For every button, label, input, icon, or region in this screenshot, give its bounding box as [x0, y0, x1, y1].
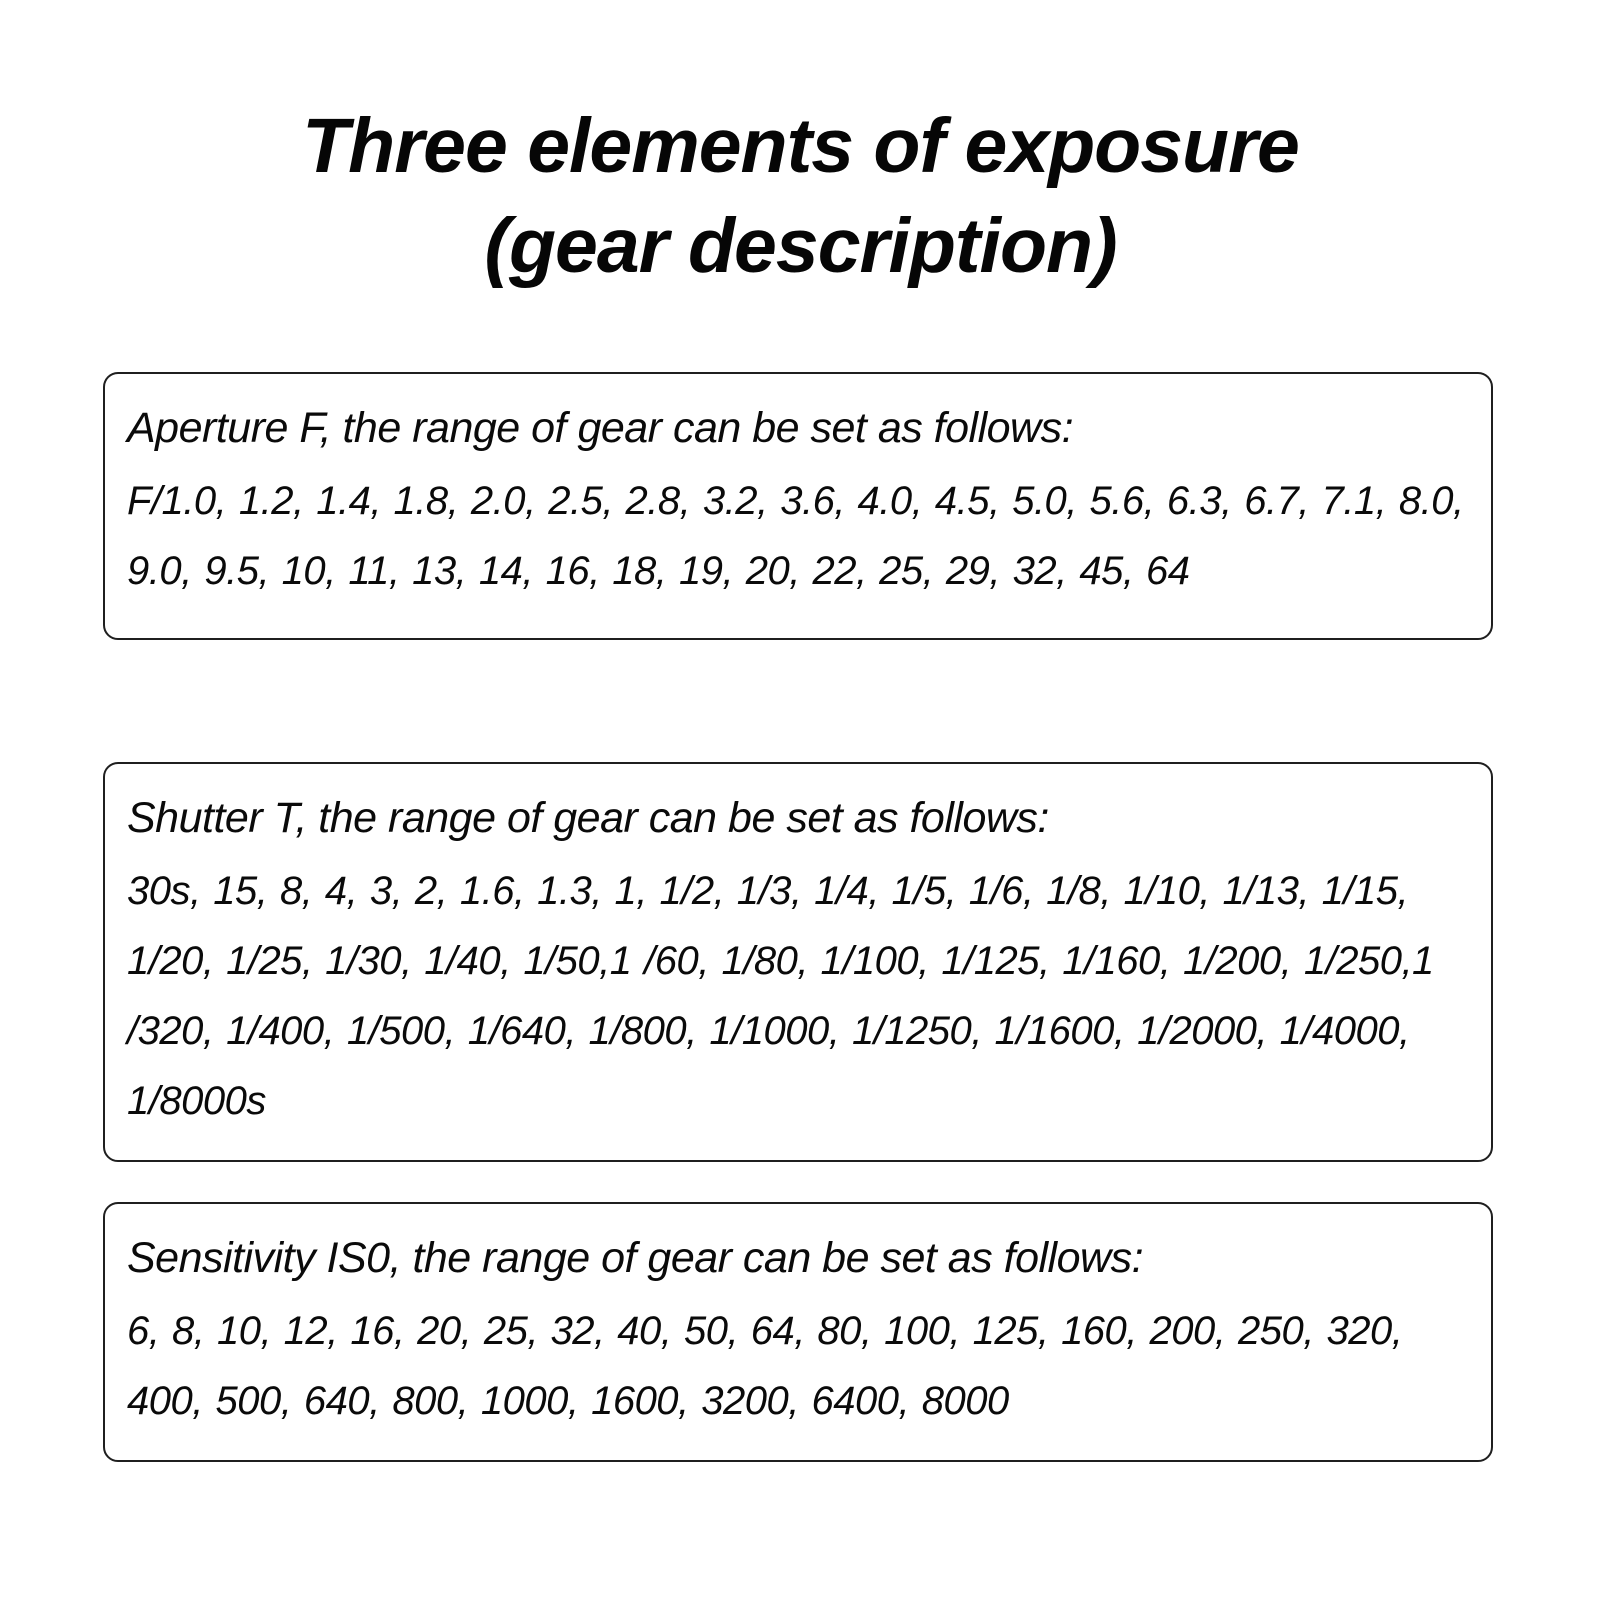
iso-box [103, 1202, 1493, 1462]
iso-box-values: 6, 8, 10, 12, 16, 20, 25, 32, 40, 50, 64, 80, 100, 125, 160, 200, 250, 320, 400, 500, 640, 800, 1000, 1600, 3200, 6400, 8000 [127, 1309, 1403, 1423]
shutter-box-heading: Shutter T, the range of gear can be set as follows: [127, 794, 1049, 842]
iso-box-heading: Sensitivity IS0, the range of gear can be set as follows: [127, 1234, 1144, 1282]
aperture-box-values: F/1.0, 1.2, 1.4, 1.8, 2.0, 2.5, 2.8, 3.2, 3.6, 4.0, 4.5, 5.0, 5.6, 6.3, 6.7, 7.1, 8.0, 9.0, 9.5, 10, 11, 13, 14, 16, 18, 19, 20, 22, 25, 29, 32, 45, 64 [127, 479, 1464, 593]
shutter-box-values: 30s, 15, 8, 4, 3, 2, 1.6, 1.3, 1, 1/2, 1/3, 1/4, 1/5, 1/6, 1/8, 1/10, 1/13, 1/15, 1/20, 1/25, 1/30, 1/40, 1/50,1 /60, 1/80, 1/100, 1/125, 1/160, 1/200, 1/250,1 /320, 1/400, 1/500, 1/640, 1/800, 1/1000, 1/1250, 1/1600, 1/2000, 1/4000, 1/8000s [127, 869, 1434, 1123]
page-title [0, 0, 1601, 296]
aperture-box [103, 372, 1493, 640]
page-title-line2: (gear description) [484, 203, 1117, 289]
aperture-box-heading: Aperture F, the range of gear can be set as follows: [127, 404, 1074, 452]
shutter-box [103, 762, 1493, 1162]
page-title-line1: Three elements of exposure [302, 103, 1299, 189]
